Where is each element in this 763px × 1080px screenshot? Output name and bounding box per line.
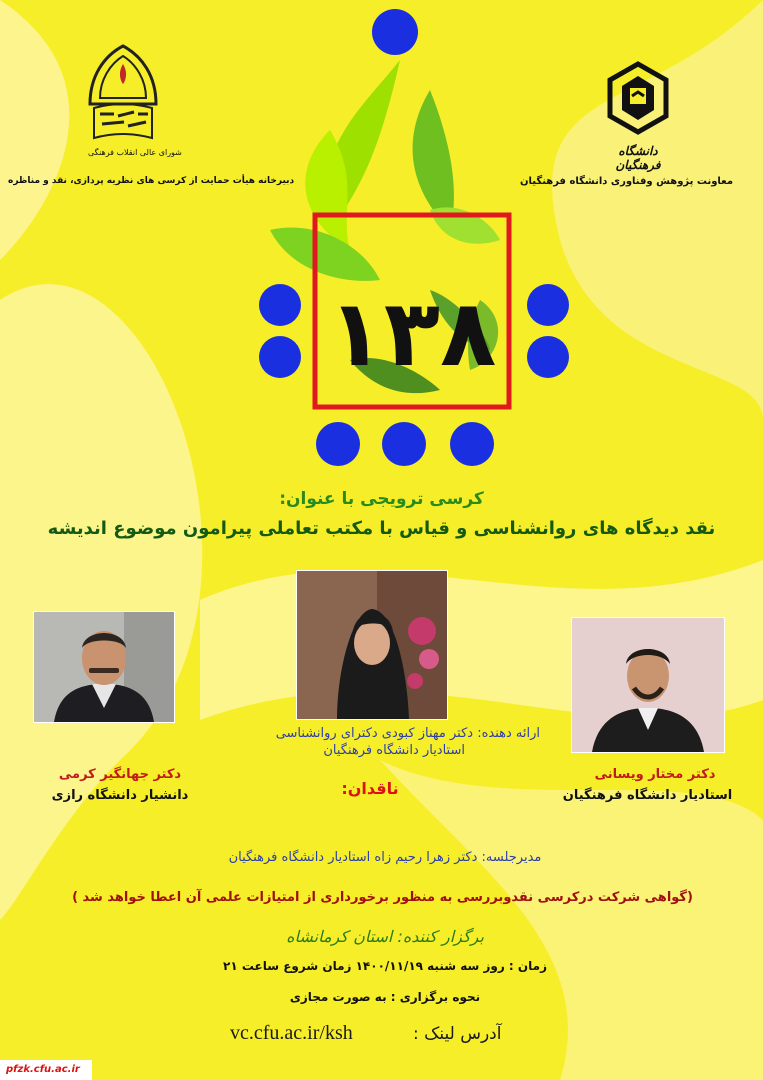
critic-right-title: استادیار دانشگاه فرهنگیان xyxy=(562,788,733,803)
left-org-line: دبیرخانه هیأت حمایت از کرسی های نظریه پردازی، نقد و مناظره xyxy=(8,176,295,186)
supreme-council-logo xyxy=(84,42,182,162)
left-logo-caption: شورای عالی انقلاب فرهنگی xyxy=(88,148,182,157)
link-row xyxy=(230,1022,560,1050)
presenter-photo xyxy=(296,570,448,720)
moderator-line: مدیرجلسه: دکتر زهرا رحیم زاه استادیار دانشگاه فرهنگیان xyxy=(228,850,542,865)
right-org-line: معاونت پژوهش وفناوری دانشگاه فرهنگیان xyxy=(520,176,734,187)
right-logo-caption: دانشگاه فرهنگیان xyxy=(615,144,661,172)
critic-right-photo xyxy=(571,617,725,753)
link-url[interactable]: vc.cfu.ac.ir/ksh xyxy=(230,1022,353,1044)
certificate-note: (گواهی شرکت درکرسی نقدوبررسی به منظور برخورداری از امتیازات علمی آن اعطا خواهد شد ) xyxy=(72,890,693,905)
organizer-line: برگزار کننده: استان کرمانشاه xyxy=(286,927,484,946)
critics-label: ناقدان: xyxy=(341,779,399,798)
site-watermark: pfzk.cfu.ac.ir xyxy=(0,1060,92,1080)
time-line: زمان : روز سه شنبه ۱۴۰۰/۱۱/۱۹ زمان شروع ساعت ۲۱ xyxy=(223,959,547,973)
farhangian-university-logo xyxy=(602,60,674,170)
title-main: نقد دیدگاه های روانشناسی و قیاس با مکتب تعاملی پیرامون موضوع اندیشه xyxy=(47,518,716,539)
mode-line: نحوه برگزاری : به صورت مجازی xyxy=(289,990,481,1004)
number-emblem xyxy=(250,0,580,470)
title-label: کرسی ترویجی با عنوان: xyxy=(279,489,484,509)
critic-right-name: دکتر مختار ویسانی xyxy=(594,767,716,782)
critic-left-name: دکتر جهانگیر کرمی xyxy=(58,767,182,782)
critic-left-title: دانشیار دانشگاه رازی xyxy=(51,788,189,803)
link-label: آدرس لینک : xyxy=(413,1024,502,1044)
emblem-top-dot xyxy=(372,9,418,55)
emblem-number: ۱۳۸ xyxy=(327,280,497,387)
critic-left-photo xyxy=(33,611,175,723)
presenter-line2: استادیار دانشگاه فرهنگیان xyxy=(323,743,465,758)
presenter-line1: ارائه دهنده: دکتر مهناز کبودی دکترای روانشناسی xyxy=(275,726,540,741)
